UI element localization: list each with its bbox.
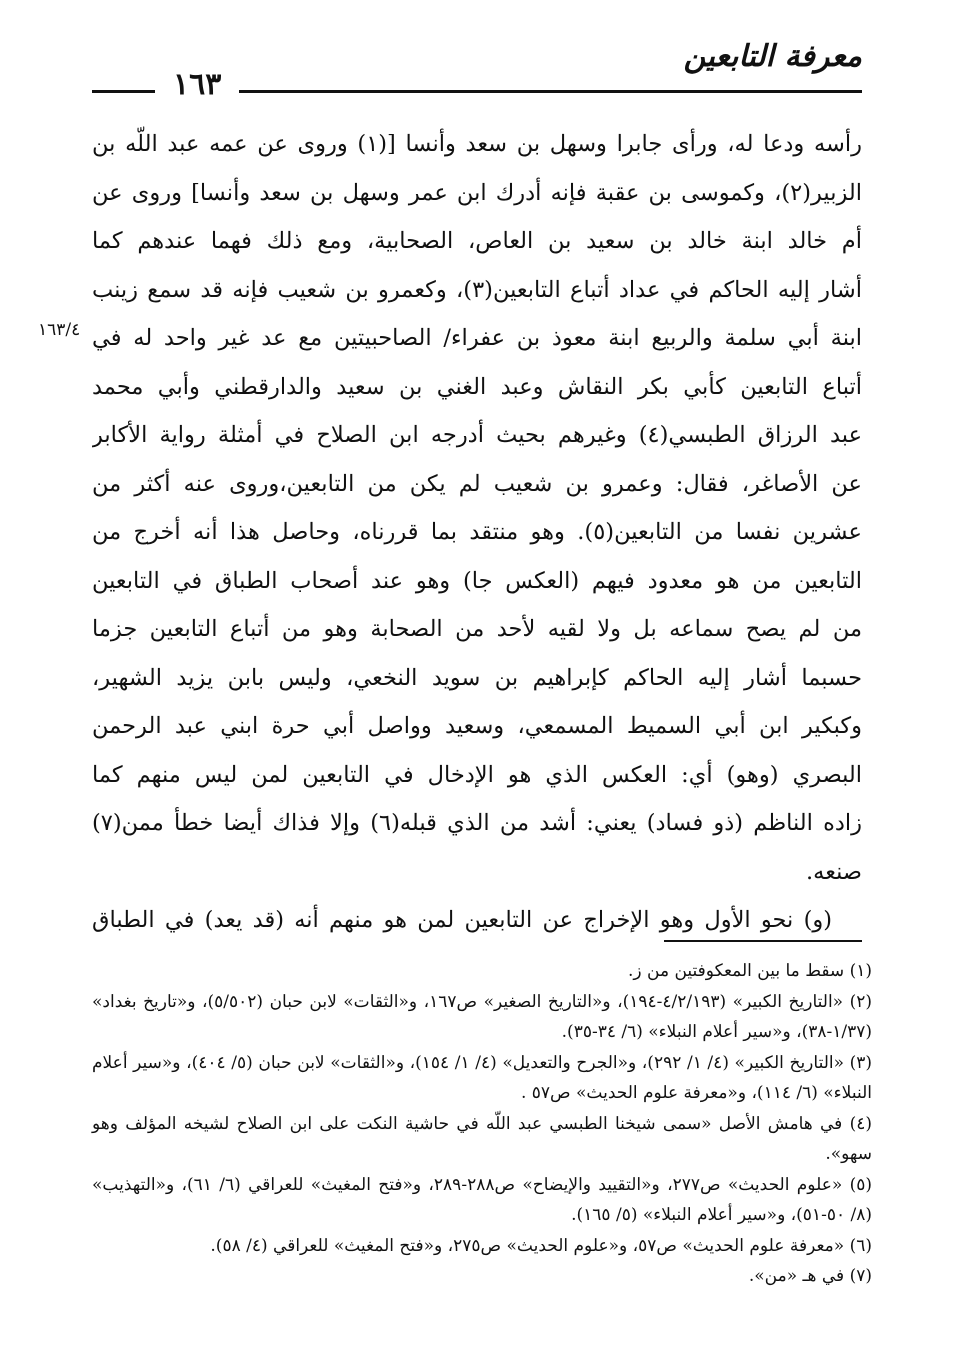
body-line: عبد الرزاق الطبسي(٤) وغيرهم بحيث أدرجه ابن الصلاح في أمثلة رواية الأكابر	[92, 422, 862, 448]
body-line: أم خالد ابنة خالد بن سعيد بن العاص، الصحابية، ومع ذلك فهما عندهم كما	[92, 228, 862, 254]
body-line: (و) نحو الأول وهو الإخراج عن التابعين لمن هو منهم أنه (قد يعد) في الطباق	[92, 907, 832, 933]
body-line: التابعين من هو معدود فيهم (العكس جا) وهو عند أصحاب الطباق في التابعين	[92, 567, 862, 594]
footnotes	[92, 956, 872, 1292]
footnote: (٧) في هـ «من».	[748, 1266, 872, 1286]
footnote: (٣) «التاريخ الكبير» (٤/ ١/ ٢٩٢)، و«الجرح والتعديل» (٤/ ١/ ١٥٤)، و«الثقات» لابن حبان (٥/ ٤٠٤)، و«سير أعلام النبلاء» (٦/ ١١٤)، و«معرفة علوم الحديث» ص٥٧ .	[92, 1052, 873, 1103]
body-line: عشرين نفسا من التابعين(٥). وهو منتقد بما قررناه، وحاصل هذا أنه أخرج من	[92, 519, 862, 545]
footnote: (١) سقط ما بين المعكوفتين من ز.	[628, 961, 872, 981]
footnote-rule	[664, 940, 862, 942]
body-line: أشار إليه الحاكم في عداد أتباع التابعين(٣)، وكعمرو بن شعيب فإنه قد سمع زينب	[92, 276, 862, 303]
body-line: من لم يصح سماعه بل ولا لقيه لأحد من الصحابة وهو من أتباع التابعين جزما	[92, 616, 862, 642]
body-line: عن الأصاغر، فقال: وعمرو بن شعيب لم يكن من التابعين،وروى عنه أكثر من	[92, 470, 862, 497]
footnote: (٢) «التاريخ الكبير» (٤/٢/١٩٣-١٩٤)، و«التاريخ الصغير» ص١٦٧، و«الثقات» لابن حبان (٥/٥٠٢)، و«تاريخ بغداد» (١/٣٧-٣٨)، و«سير أعلام النبلاء» (٦/ ٣٤-٣٥).	[92, 991, 872, 1042]
running-title: معرفة التابعين	[683, 39, 862, 74]
body-line: زاده الناظم (ذو فساد) يعني: أشد من الذي قبله(٦) وإلا فذاك أيضا خطأ ممن(٧)	[92, 810, 862, 836]
footnote: (٥) «علوم الحديث» ص٢٧٧، و«التقييد والإيضاح» ص٢٨٨-٢٨٩، و«فتح المغيث» للعراقي (٦/ ٦١)، و«التهذيب» (٨/ ٥٠-٥١)، و«سير أعلام النبلاء» (٥/ ١٦٥).	[92, 1174, 872, 1225]
body-line: رأسه ودعا له، ورأى جابرا وسهل بن سعد وأنسا [(١) وروى عن عمه عبد اللّه بن	[92, 131, 862, 157]
body-text	[92, 120, 862, 945]
body-line: وكبكير ابن أبي السميط المسمعي، وسعيد وواصل أبي حرة ابني عبد الرحمن	[92, 713, 862, 739]
body-line: حسبما أشار إليه الحاكم كإبراهيم بن سويد النخعي، وليس بابن يزيد الشهير،	[92, 664, 862, 691]
body-line: الزبير(٢)، وكموسى بن عقبة فإنه أدرك ابن عمر وسهل بن سعد وأنسا] وروى عن	[92, 179, 862, 206]
body-line: ابنة أبي سلمة والربيع ابنة معوذ بن عفراء/ الصاحبيتين مع عد غير واحد له في	[92, 325, 862, 351]
body-line: صنعه.	[806, 858, 862, 885]
margin-reference: ١٦٣/٤	[38, 320, 81, 340]
footnote: (٤) في هامش الأصل «سمى شيخنا الطبسي عبد اللّه في حاشية النكت على ابن الصلاح لشيخه المؤلف وهو سهو».	[92, 1113, 872, 1164]
body-line: البصري (وهو) أي: العكس الذي هو الإدخال في التابعين لمن ليس منهم كما	[92, 761, 862, 788]
footnote: (٦) «معرفة علوم الحديث» ص٥٧، و«علوم الحديث» ص٢٧٥، و«فتح المغيث» للعراقي (٤/ ٥٨).	[210, 1235, 872, 1256]
page-number: ١٦٣	[155, 70, 239, 100]
body-line: أتباع التابعين كأبي بكر النقاش وعبد الغني بن سعيد والدارقطني وأبي محمد	[92, 373, 862, 400]
